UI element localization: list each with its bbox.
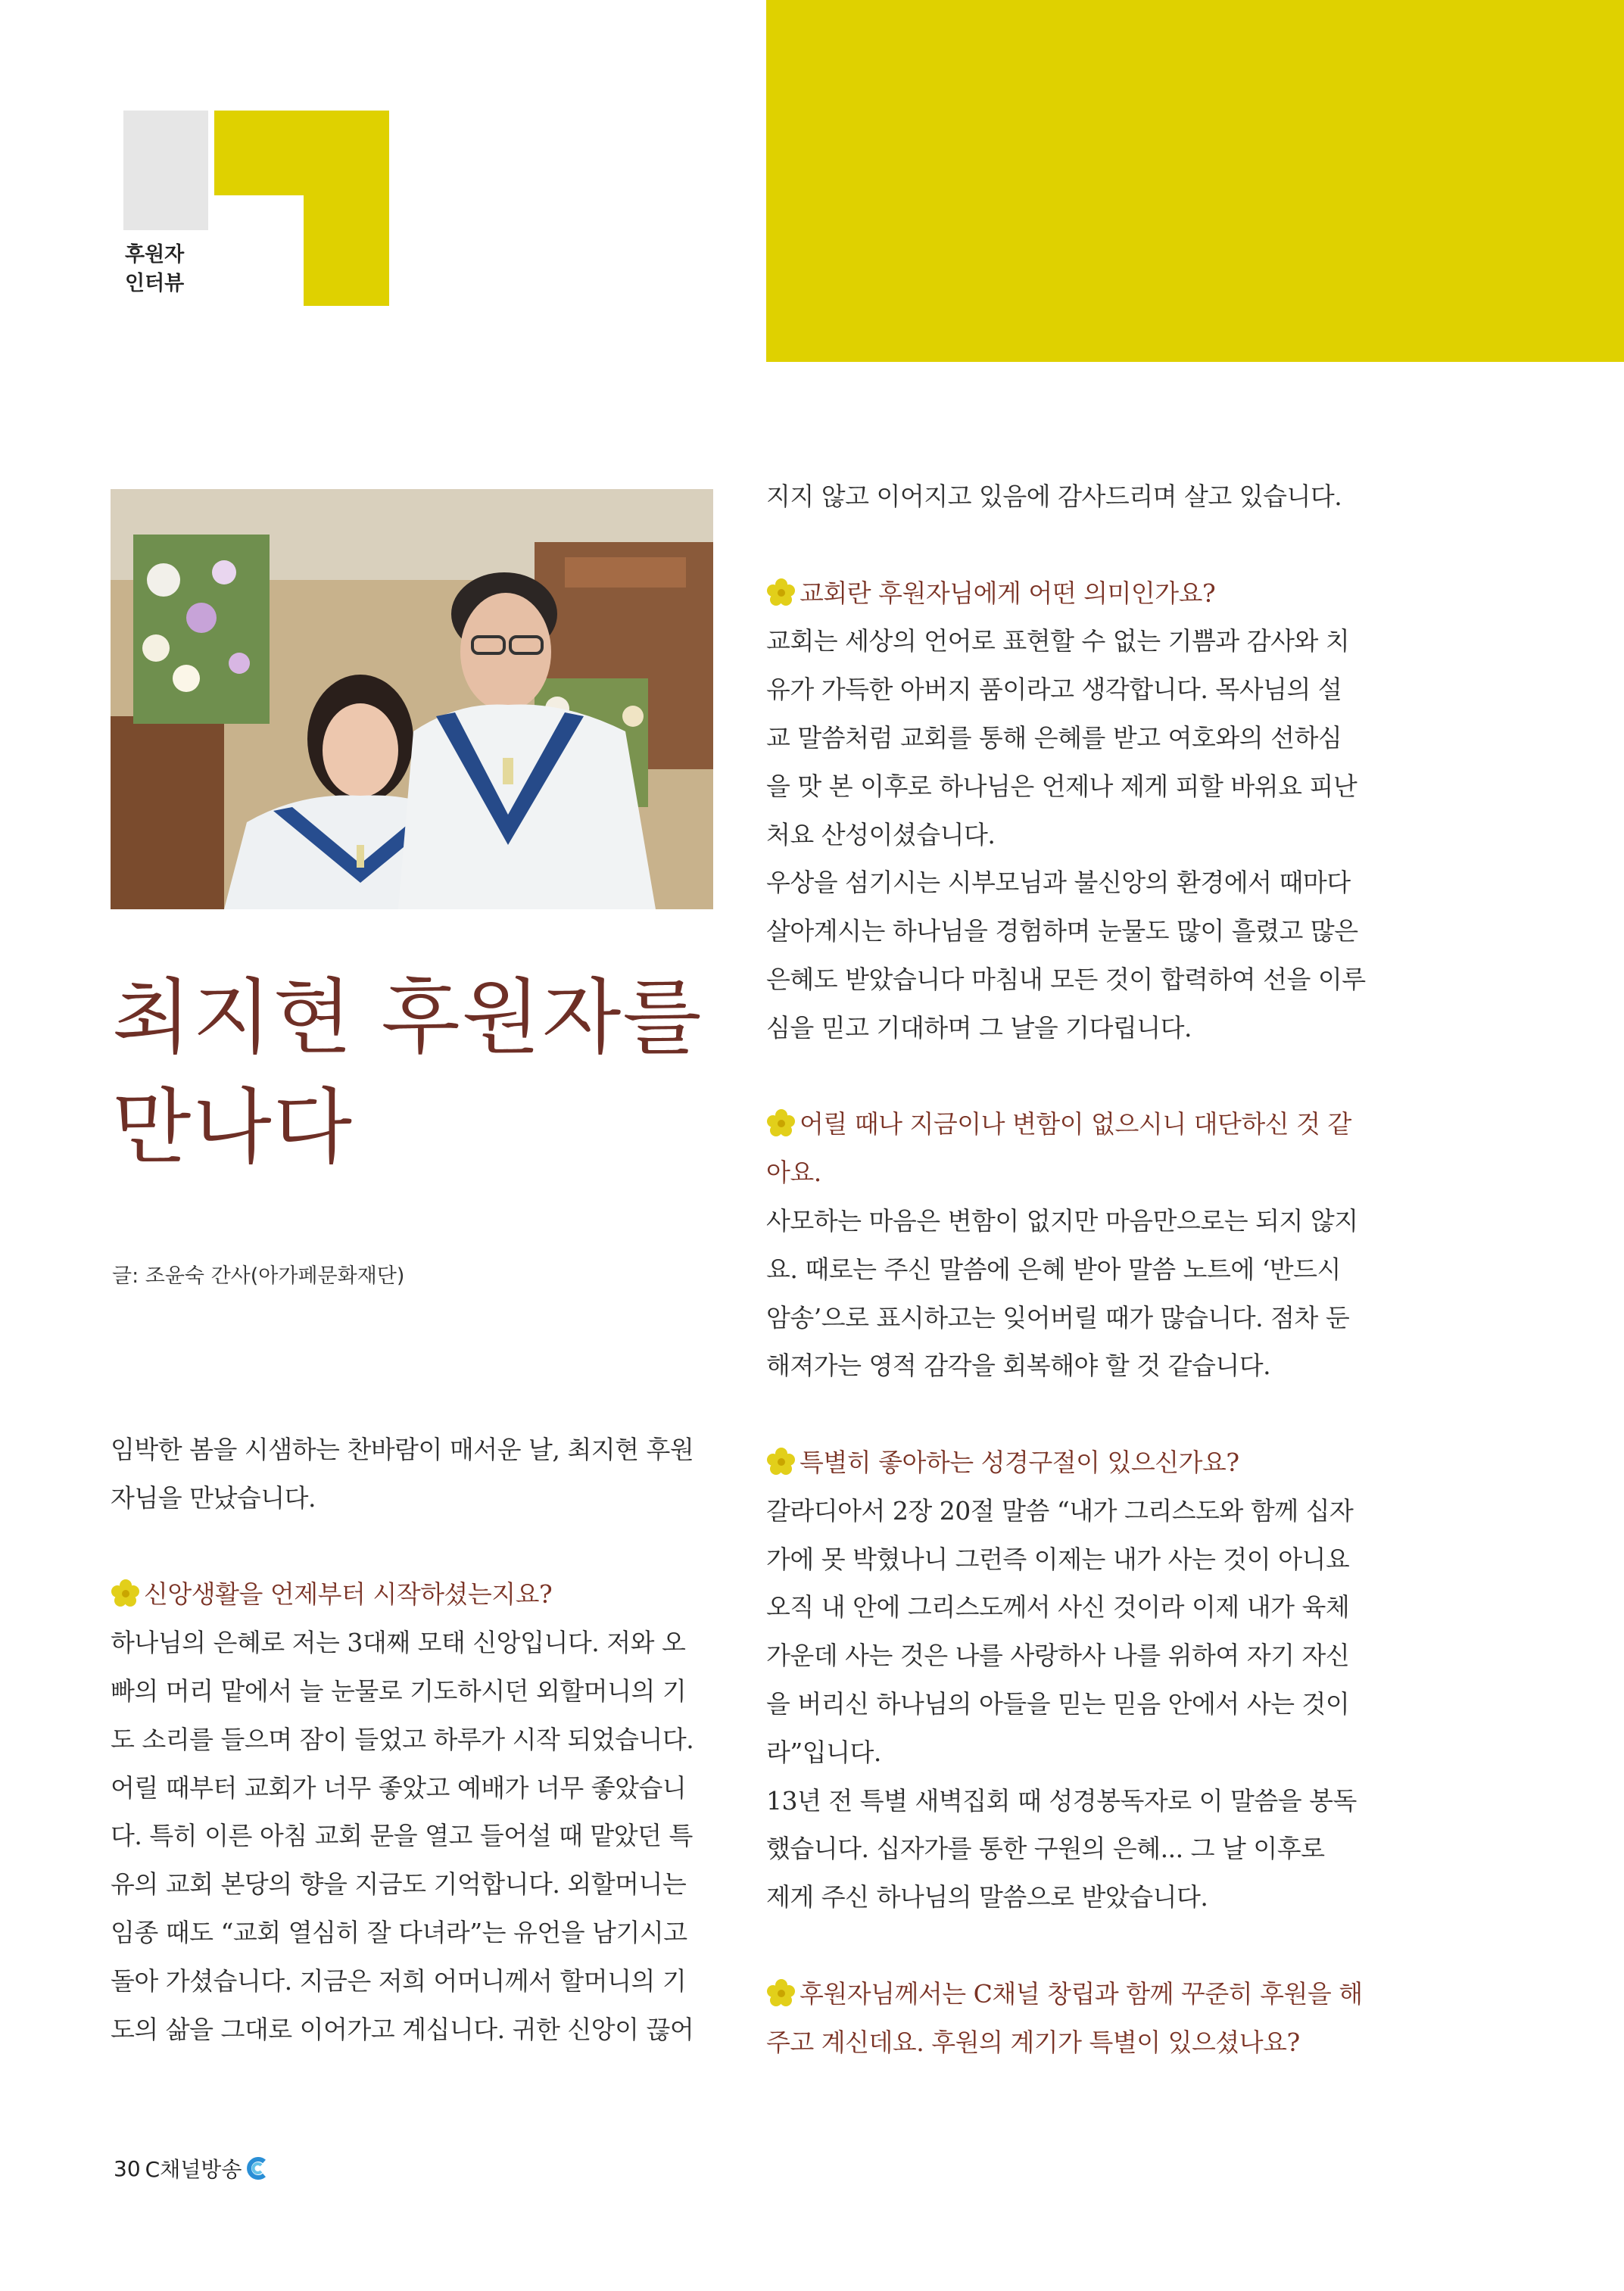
answer-line: 우상을 섬기시는 시부모님과 불신앙의 환경에서 때마다 bbox=[766, 868, 1351, 898]
section-label-line2: 인터뷰 bbox=[125, 272, 185, 295]
question-2-text: 교회란 후원자님에게 어떤 의미인가요? bbox=[800, 578, 1216, 608]
article-title bbox=[112, 963, 703, 1183]
answer-line: 요. 때로는 주신 말씀에 은혜 받아 말씀 노트에 ‘반드시 bbox=[766, 1254, 1341, 1284]
answer-line: 어릴 때부터 교회가 너무 좋았고 예배가 너무 좋았습니 bbox=[111, 1772, 687, 1803]
answer-line: 교 말씀처럼 교회를 통해 은혜를 받고 여호와의 선하심 bbox=[766, 722, 1342, 753]
answer-line: 지지 않고 이어지고 있음에 감사드리며 살고 있습니다. bbox=[766, 482, 1342, 511]
answer-line: 심을 믿고 기대하며 그 날을 기다립니다. bbox=[766, 1012, 1192, 1043]
question-5 bbox=[766, 1970, 1372, 2018]
answer-line: 살아계시는 하나님을 경험하며 눈물도 많이 흘렸고 많은 bbox=[766, 916, 1358, 946]
question-3-text: 어릴 때나 지금이나 변함이 없으시니 대단하신 것 같 bbox=[800, 1109, 1351, 1139]
flower-icon bbox=[766, 1446, 796, 1476]
answer-line: 유의 교회 본당의 향을 지금도 기억합니다. 외할머니는 bbox=[111, 1869, 687, 1900]
answer-line: 가운데 사는 것은 나를 사랑하사 나를 위하여 자기 자신 bbox=[766, 1641, 1350, 1671]
question-5-text: 후원자님께서는 C채널 창립과 함께 꾸준히 후원을 해 bbox=[800, 1978, 1363, 2009]
intro-line: 자님을 만났습니다. bbox=[111, 1482, 316, 1513]
answer-line: 13년 전 특별 새벽집회 때 성경봉독자로 이 말씀을 봉독 bbox=[766, 1785, 1357, 1816]
answer-line: 제게 주신 하나님의 말씀으로 받았습니다. bbox=[766, 1882, 1208, 1912]
section-label-line1: 후원자 bbox=[125, 243, 185, 267]
section-label bbox=[125, 241, 184, 298]
answer-line: 도의 삶을 그대로 이어가고 계십니다. 귀한 신앙이 끊어 bbox=[111, 2014, 694, 2044]
intro-line: 임박한 봄을 시샘하는 찬바람이 매서운 날, 최지현 후원 bbox=[111, 1435, 694, 1464]
question-1 bbox=[111, 1570, 716, 1619]
question-1-text: 신앙생활을 언제부터 시작하셨는지요? bbox=[144, 1579, 553, 1610]
right-column bbox=[766, 472, 1372, 2066]
header-color-block bbox=[766, 0, 1624, 362]
answer-line: 해져가는 영적 감각을 회복해야 할 것 같습니다. bbox=[766, 1351, 1271, 1381]
page-footer bbox=[114, 2153, 269, 2183]
c-logo-icon bbox=[246, 2157, 269, 2180]
flower-icon bbox=[766, 1978, 796, 2008]
answer-line: 을 맛 본 이후로 하나님은 언제나 제게 피할 바위요 피난 bbox=[766, 771, 1357, 801]
answer-line: 다. 특히 이른 아침 교회 문을 열고 들어설 때 맡았던 특 bbox=[111, 1821, 693, 1851]
answer-line: 사모하는 마음은 변함이 없지만 마음만으로는 되지 않지 bbox=[766, 1205, 1358, 1236]
answer-line: 교회는 세상의 언어로 표현할 수 없는 기쁨과 감사와 치 bbox=[766, 626, 1350, 656]
answer-line: 암송’으로 표시하고는 잊어버릴 때가 많습니다. 점차 둔 bbox=[766, 1302, 1350, 1333]
left-column bbox=[111, 1426, 716, 2053]
flower-icon bbox=[111, 1578, 141, 1608]
title-line2: 만나다 bbox=[112, 1080, 354, 1175]
question-3-cont: 아요. bbox=[766, 1158, 821, 1188]
answer-line: 했습니다. 십자가를 통한 구원의 은혜... 그 날 이후로 bbox=[766, 1834, 1325, 1864]
question-4 bbox=[766, 1438, 1372, 1487]
section-marker-yellow-side bbox=[304, 111, 389, 306]
section-marker-gray bbox=[123, 111, 208, 230]
article-byline: 글: 조윤숙 간사(아가페문화재단) bbox=[112, 1264, 405, 1288]
answer-line: 유가 가득한 아버지 품이라고 생각합니다. 목사님의 설 bbox=[766, 675, 1342, 705]
answer-line: 처요 산성이셨습니다. bbox=[766, 819, 996, 849]
answer-line: 오직 내 안에 그리스도께서 사신 것이라 이제 내가 육체 bbox=[766, 1592, 1350, 1622]
answer-line: 하나님의 은혜로 저는 3대째 모태 신앙입니다. 저와 오 bbox=[111, 1628, 686, 1658]
answer-line: 돌아 가셨습니다. 지금은 저희 어머니께서 할머니의 기 bbox=[111, 1965, 687, 1996]
answer-line: 을 버리신 하나님의 아들을 믿는 믿음 안에서 사는 것이 bbox=[766, 1688, 1350, 1719]
question-4-text: 특별히 좋아하는 성경구절이 있으신가요? bbox=[800, 1447, 1239, 1477]
answer-line: 은혜도 받았습니다 마침내 모든 것이 합력하여 선을 이루 bbox=[766, 964, 1366, 994]
flower-icon bbox=[766, 1108, 796, 1138]
title-line1: 최지현 후원자를 bbox=[112, 971, 703, 1065]
answer-line: 갈라디아서 2장 20절 말씀 “내가 그리스도와 함께 십자 bbox=[766, 1495, 1354, 1526]
interviewee-photo bbox=[111, 489, 713, 909]
question-2 bbox=[766, 569, 1372, 618]
publication-name: C채널방송 bbox=[145, 2157, 242, 2182]
page-number: 30 bbox=[114, 2155, 141, 2181]
answer-line: 임종 때도 “교회 열심히 잘 다녀라”는 유언을 남기시고 bbox=[111, 1917, 687, 1947]
answer-line: 빠의 머리 맡에서 늘 눈물로 기도하시던 외할머니의 기 bbox=[111, 1675, 687, 1706]
answer-line: 라”입니다. bbox=[766, 1737, 881, 1767]
question-3 bbox=[766, 1100, 1372, 1149]
flower-arrangement-left bbox=[133, 535, 270, 724]
answer-line: 도 소리를 들으며 잠이 들었고 하루가 시작 되었습니다. bbox=[111, 1724, 694, 1754]
answer-line: 가에 못 박혔나니 그런즉 이제는 내가 사는 것이 아니요 bbox=[766, 1544, 1350, 1574]
question-5-cont: 주고 계신데요. 후원의 계기가 특별이 있으셨나요? bbox=[766, 2027, 1300, 2057]
flower-icon bbox=[766, 577, 796, 607]
